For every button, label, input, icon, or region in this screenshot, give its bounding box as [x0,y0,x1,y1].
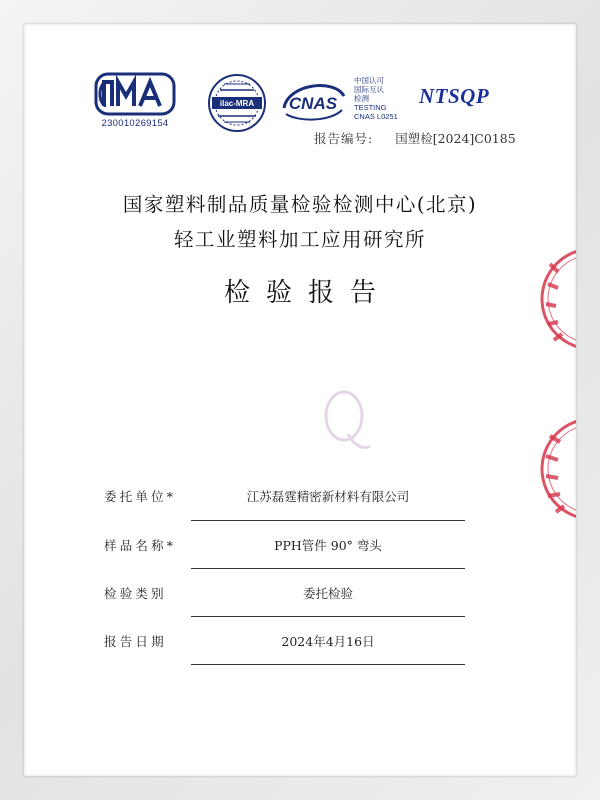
cnas-text-line: TESTING [354,103,387,112]
cma-logo [94,72,176,129]
red-seal-icon [510,244,576,354]
client-unit-label: 委托单位* [104,489,177,504]
cma-certificate-number: 230010269154 [101,118,169,129]
report-cover-page [24,24,576,776]
client-unit-value: 江苏磊霆精密新材料有限公司 [246,489,410,504]
watermark-emblem [314,384,374,459]
field-underline [191,568,465,569]
cnas-accreditation-text [354,76,398,121]
inspection-type-label: 检验类别 [104,586,167,601]
cnas-logo [278,78,348,124]
inspection-seal-stamp [510,414,576,524]
report-number [314,129,516,147]
ntsqp-logo: NTSQP [419,84,490,108]
watermark-icon [314,384,374,459]
report-number-label: 报告编号: [314,131,374,146]
inspection-type-value: 委托检验 [302,586,353,601]
ilac-mra-icon [206,72,268,134]
cnas-text-line: 国际互认 [354,85,384,94]
institution-name: 国家塑料制品质量检验检测中心(北京) [122,193,478,216]
report-number-value: 国塑检[2024]C0185 [395,131,516,146]
ilac-mra-logo [206,72,268,134]
document-title: 检验报告 [223,278,392,308]
field-underline [191,616,465,617]
cnas-icon [278,78,348,124]
cma-mark-icon [94,72,176,116]
field-underline [191,664,465,665]
red-seal-icon [510,414,576,524]
sample-name-label: 样品名称* [104,538,177,553]
official-seal-stamp [510,244,576,354]
cnas-text-line: 检测 [354,94,369,103]
institute-name: 轻工业塑料加工应用研究所 [173,228,426,251]
field-underline [191,520,465,521]
sample-name-value: PPH管件 90° 弯头 [274,538,382,553]
report-date-value: 2024年4月16日 [281,634,375,649]
cnas-text-line: CNAS L0251 [354,112,398,121]
svg-text:ilac-MRA: ilac-MRA [219,99,255,108]
report-date-label: 报告日期 [104,634,167,649]
svg-text:CNAS: CNAS [288,94,338,113]
cnas-text-line: 中国认可 [354,76,384,85]
